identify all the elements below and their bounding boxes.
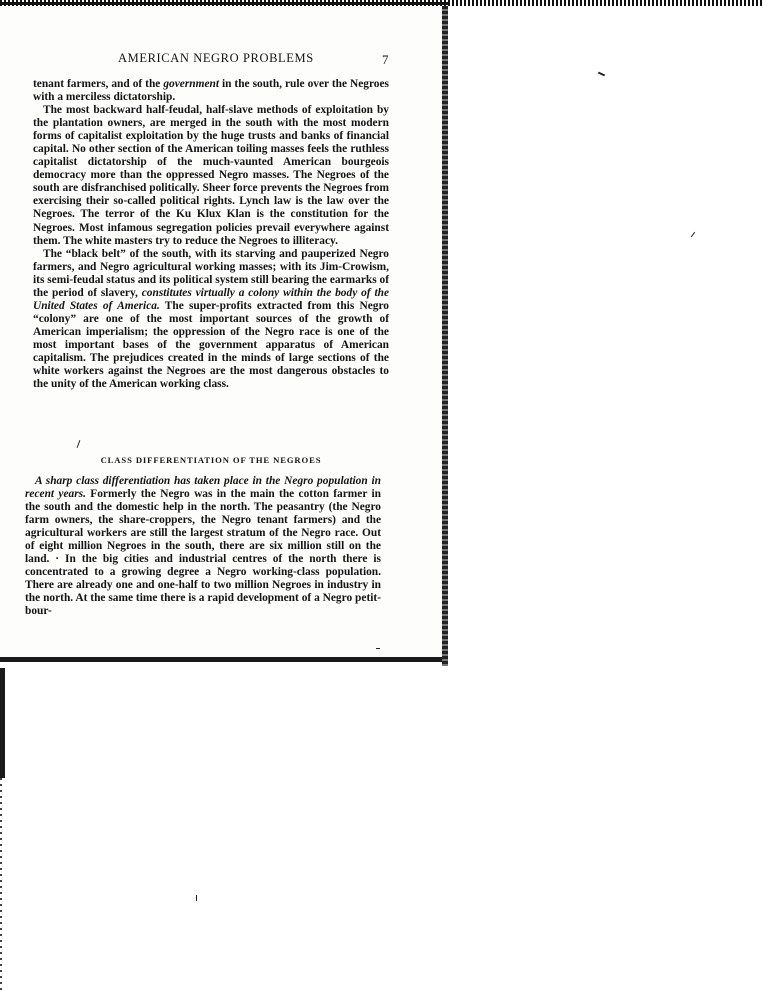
section-text (25, 475, 381, 619)
paragraph (25, 475, 381, 619)
running-head: AMERICAN NEGRO PROBLEMS (118, 51, 314, 65)
italic-text: constitutes virtually a colony within the body of the United States of America. (33, 286, 390, 312)
text-run: in the south, rule over the Negroes with a merciless dictatorship. (33, 78, 389, 104)
text-run: The most backward half-feudal, half-slave methods of exploitation by the plantation owners, are merged in the south with the most modern forms of capitalist exploitation by the huge trusts and banks of financial capital. No other section of the American toiling masses feels the ruthless capitalist dictatorship of the much-vaunted American bourgeois democracy more than the oppressed Negro masses. The Negroes of the south are disfranchised politically. Sheer force prevents the Negroes from exercising their so-called political rights. Lynch law is the law over the Negroes. The terror of the Ku Klux Klan is the constitution for the Negroes. Most infamous segregation policies prevail everywhere against them. The white masters try to reduce the Negroes to illiteracy. (33, 104, 389, 247)
text-run: tenant farmers, and of the (33, 78, 164, 90)
italic-text: government (163, 78, 219, 90)
body-text (33, 78, 389, 391)
page-edge (442, 6, 448, 666)
text-run: Formerly the Negro was in the main the cotton farmer in the south and the domestic help in the north. The peasantry (the Negro farm owners, the share-croppers, the Negro tenant farmers) and the agricultural workers are still the largest stratum of the Negro race. Out of eight million Negroes in the south, there are six million still on the land. · In the big cities and industrial centres of the north there is concentrated to a growing degree a Negro working-class population. There are already one and one-half to two million Negroes in industry in the north. At the same time there is a rapid development of a Negro petit-bour- (25, 488, 381, 618)
scan-speck (598, 72, 605, 77)
italic-text: A sharp class differentiation has taken place in the Negro population in recent years. (25, 475, 381, 501)
paragraph (33, 248, 389, 392)
scan-speck (376, 648, 380, 649)
text-run: The super-profits extracted from this Negro “colony” are one of the most important sources of the growth of American imperialism; the oppression of the Negro race is one of the most important bases of the government apparatus of American capitalism. The prejudices created in the minds of large sections of the white workers against the Negroes are the most dangerous obstacles to the unity of the American working class. (33, 299, 389, 391)
scan-speck (691, 232, 695, 237)
paragraph (33, 78, 389, 104)
scan-shadow-edge (0, 778, 2, 990)
scan-shadow (0, 668, 5, 778)
page-number: 7 (382, 52, 389, 67)
paragraph (33, 104, 389, 248)
text-run: The “black belt” of the south, with its starving and pauperized Negro farmers, and Negro agricultural working masses; with its Jim-Crowism, its semi-feudal status and its political system still bearing the earmarks of the period of slavery, (33, 247, 389, 299)
scan-speck (196, 895, 197, 901)
section-heading: CLASS DIFFERENTIATION OF THE NEGROES (100, 455, 322, 465)
scan-top-border-solid (0, 2, 450, 5)
